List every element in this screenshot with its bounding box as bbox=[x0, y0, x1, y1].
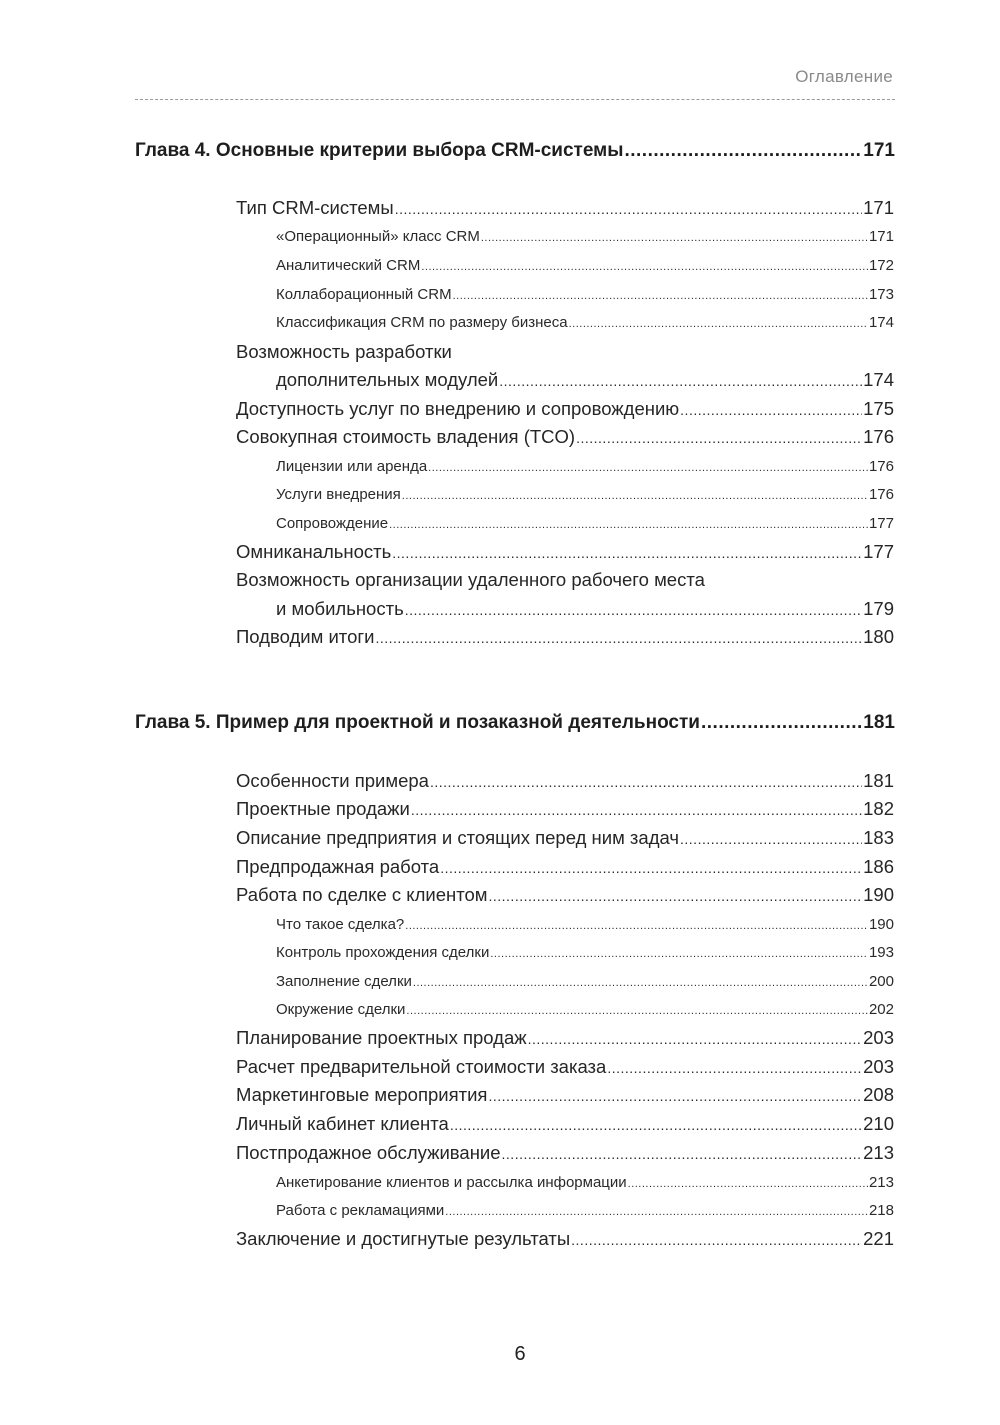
leader-dots bbox=[488, 888, 862, 904]
toc-subentry[interactable] bbox=[276, 944, 894, 961]
entry-page: 175 bbox=[863, 398, 894, 419]
entry-page: 180 bbox=[863, 626, 894, 647]
toc-subentry[interactable] bbox=[276, 916, 894, 933]
entry-page: 193 bbox=[868, 944, 894, 961]
leader-dots bbox=[440, 860, 862, 876]
entry-title: Коллаборационный CRM bbox=[276, 286, 452, 303]
entry-page: 213 bbox=[863, 1142, 894, 1163]
entry-title: Подводим итоги bbox=[236, 626, 375, 647]
leader-dots bbox=[680, 402, 862, 418]
leader-dots bbox=[430, 774, 862, 790]
entry-page: 218 bbox=[868, 1202, 894, 1219]
entry-page: 171 bbox=[863, 197, 894, 218]
toc-entry[interactable] bbox=[236, 1084, 894, 1106]
entry-page: 221 bbox=[863, 1228, 894, 1249]
entry-title: Тип CRM-системы bbox=[236, 197, 394, 218]
entry-page: 177 bbox=[863, 541, 894, 562]
entry-title: Особенности примера bbox=[236, 770, 429, 791]
entry-title: Предпродажная работа bbox=[236, 856, 440, 877]
entry-title: Анкетирование клиентов и рассылка информации bbox=[276, 1174, 627, 1191]
leader-dots bbox=[421, 261, 868, 273]
entry-page: 202 bbox=[868, 1001, 894, 1018]
leader-dots bbox=[389, 519, 868, 531]
chapter-page: 181 bbox=[863, 712, 895, 733]
entry-title-line2: дополнительных модулей bbox=[276, 369, 499, 390]
entry-title: Доступность услуг по внедрению и сопровождению bbox=[236, 398, 680, 419]
leader-dots bbox=[392, 545, 862, 561]
toc-subentry[interactable] bbox=[276, 314, 894, 331]
toc-entry[interactable] bbox=[236, 1228, 894, 1250]
page-number: 6 bbox=[514, 1343, 526, 1365]
leader-dots bbox=[528, 1031, 863, 1047]
leader-dots bbox=[569, 318, 868, 330]
entry-title: Заключение и достигнутые результаты bbox=[236, 1228, 571, 1249]
toc-entry[interactable] bbox=[236, 827, 894, 849]
entry-page: 174 bbox=[863, 369, 894, 390]
leader-dots bbox=[490, 948, 868, 960]
chapter-page: 171 bbox=[863, 140, 895, 161]
leader-dots bbox=[607, 1060, 862, 1076]
entry-page: 186 bbox=[863, 856, 894, 877]
entry-title-line2: и мобильность bbox=[276, 598, 404, 619]
entry-title: Услуги внедрения bbox=[276, 486, 401, 503]
leader-dots bbox=[413, 977, 868, 989]
entry-page: 174 bbox=[868, 314, 894, 331]
entry-title: Аналитический CRM bbox=[276, 257, 421, 274]
entry-page: 183 bbox=[863, 827, 894, 848]
entry-title: Работа с рекламациями bbox=[276, 1202, 445, 1219]
entry-title: Постпродажное обслуживание bbox=[236, 1142, 501, 1163]
toc-chapter-4[interactable] bbox=[135, 140, 895, 162]
leader-dots bbox=[402, 490, 868, 502]
leader-dots bbox=[411, 802, 862, 818]
leader-dots bbox=[395, 201, 862, 217]
entry-page: 200 bbox=[868, 973, 894, 990]
toc-entry[interactable] bbox=[236, 626, 894, 648]
toc-entry[interactable] bbox=[236, 541, 894, 563]
entry-page: 181 bbox=[863, 770, 894, 791]
leader-dots bbox=[405, 602, 862, 618]
leader-dots bbox=[428, 462, 868, 474]
toc-entry[interactable] bbox=[236, 426, 894, 448]
leader-dots bbox=[481, 232, 868, 244]
entry-title-line1[interactable]: Возможность организации удаленного рабочего места bbox=[236, 569, 705, 590]
toc-entry[interactable] bbox=[236, 1142, 894, 1164]
entry-page: 176 bbox=[868, 458, 894, 475]
toc-subentry[interactable] bbox=[276, 1174, 894, 1191]
leader-dots bbox=[628, 1178, 868, 1190]
entry-page: 203 bbox=[863, 1027, 894, 1048]
toc-entry[interactable] bbox=[276, 598, 894, 620]
entry-title: «Операционный» класс CRM bbox=[276, 228, 480, 245]
entry-page: 176 bbox=[863, 426, 894, 447]
leader-dots bbox=[701, 712, 862, 734]
toc-entry[interactable] bbox=[236, 1113, 894, 1135]
toc-entry[interactable] bbox=[236, 856, 894, 878]
entry-page: 172 bbox=[868, 257, 894, 274]
leader-dots bbox=[624, 140, 862, 162]
entry-title: Заполнение сделки bbox=[276, 973, 412, 990]
entry-page: 203 bbox=[863, 1056, 894, 1077]
leader-dots bbox=[375, 630, 862, 646]
leader-dots bbox=[405, 920, 868, 932]
entry-title: Описание предприятия и стоящих перед ним задач bbox=[236, 827, 680, 848]
leader-dots bbox=[502, 1146, 863, 1162]
toc-entry[interactable] bbox=[276, 369, 894, 391]
entry-title: Работа по сделке с клиентом bbox=[236, 884, 488, 905]
entry-title: Контроль прохождения сделки bbox=[276, 944, 490, 961]
leader-dots bbox=[499, 373, 862, 389]
entry-title-line1[interactable]: Возможность разработки bbox=[236, 341, 452, 362]
entry-page: 173 bbox=[868, 286, 894, 303]
toc-subentry[interactable] bbox=[276, 1001, 894, 1018]
entry-title: Что такое сделка? bbox=[276, 916, 405, 933]
toc-subentry[interactable] bbox=[276, 286, 894, 303]
toc-subentry[interactable] bbox=[276, 515, 894, 532]
entry-title: Сопровождение bbox=[276, 515, 389, 532]
entry-page: 176 bbox=[868, 486, 894, 503]
header-section-title: Оглавление bbox=[795, 67, 893, 86]
leader-dots bbox=[680, 831, 862, 847]
entry-title: Планирование проектных продаж bbox=[236, 1027, 527, 1048]
leader-dots bbox=[450, 1117, 862, 1133]
entry-page: 177 bbox=[868, 515, 894, 532]
entry-page: 210 bbox=[863, 1113, 894, 1134]
toc-subentry[interactable] bbox=[276, 486, 894, 503]
chapter-title: Глава 5. Пример для проектной и позаказной деятельности bbox=[135, 712, 700, 733]
entry-page: 190 bbox=[863, 884, 894, 905]
entry-page: 213 bbox=[868, 1174, 894, 1191]
entry-title: Расчет предварительной стоимости заказа bbox=[236, 1056, 607, 1077]
leader-dots bbox=[576, 430, 862, 446]
entry-title: Проектные продажи bbox=[236, 798, 410, 819]
entry-title: Омниканальность bbox=[236, 541, 392, 562]
toc-subentry[interactable] bbox=[276, 458, 894, 475]
entry-page: 190 bbox=[868, 916, 894, 933]
entry-page: 171 bbox=[868, 228, 894, 245]
toc-entry[interactable] bbox=[236, 1056, 894, 1078]
leader-dots bbox=[406, 1005, 868, 1017]
leader-dots bbox=[453, 290, 868, 302]
toc-entry[interactable] bbox=[236, 197, 894, 219]
leader-dots bbox=[445, 1206, 868, 1218]
toc-chapter-5[interactable] bbox=[135, 712, 895, 734]
toc-subentry[interactable] bbox=[276, 228, 894, 245]
entry-page: 179 bbox=[863, 598, 894, 619]
entry-title: Совокупная стоимость владения (TCO) bbox=[236, 426, 576, 447]
toc-entry[interactable] bbox=[236, 770, 894, 792]
leader-dots bbox=[488, 1088, 862, 1104]
toc-entry[interactable] bbox=[236, 1027, 894, 1049]
entry-page: 208 bbox=[863, 1084, 894, 1105]
toc-subentry[interactable] bbox=[276, 257, 894, 274]
toc-entry[interactable] bbox=[236, 398, 894, 420]
chapter-title: Глава 4. Основные критерии выбора CRM-системы bbox=[135, 140, 624, 161]
entry-page: 182 bbox=[863, 798, 894, 819]
entry-title: Окружение сделки bbox=[276, 1001, 406, 1018]
toc-subentry[interactable] bbox=[276, 973, 894, 990]
entry-title: Лицензии или аренда bbox=[276, 458, 428, 475]
toc-entry[interactable] bbox=[236, 798, 894, 820]
entry-title: Личный кабинет клиента bbox=[236, 1113, 449, 1134]
toc-subentry[interactable] bbox=[276, 1202, 894, 1219]
leader-dots bbox=[571, 1232, 862, 1248]
entry-title: Маркетинговые мероприятия bbox=[236, 1084, 488, 1105]
toc-entry[interactable] bbox=[236, 884, 894, 906]
entry-title: Классификация CRM по размеру бизнеса bbox=[276, 314, 568, 331]
